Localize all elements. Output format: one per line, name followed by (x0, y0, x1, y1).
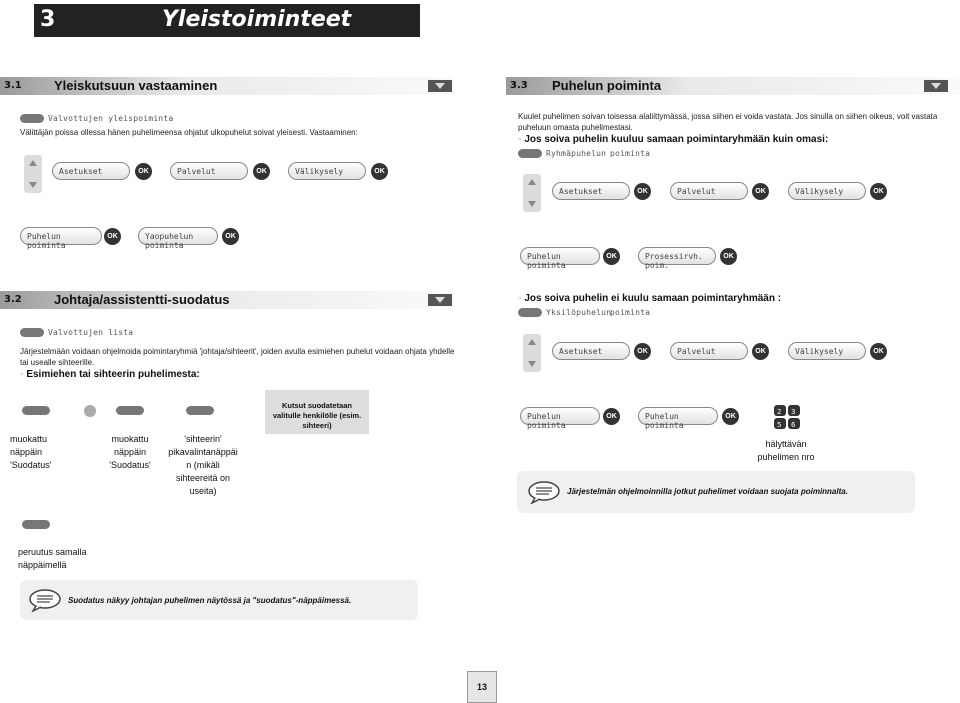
note-text: Järjestelmän ohjelmoinnilla jotkut puhelimet voidaan suojata poiminnalta. (567, 487, 848, 496)
separator-dot-icon (84, 405, 96, 417)
softkey-puhelun-poiminta[interactable]: Puhelun poiminta (520, 407, 600, 425)
section-text: Kuulet puhelimen soivan toisessa alaliittymässä, jossa siihen ei voida vastata. Jos sinulla on siihen oikeus, voit vastata puheluun omasta puhelimestasi. (518, 112, 938, 132)
suodatus-key[interactable] (22, 406, 50, 415)
ok-button[interactable]: OK (135, 163, 152, 180)
caption-dial: hälyttävän puhelimen nro (757, 439, 815, 462)
ok-button[interactable]: OK (720, 248, 737, 265)
softkey-puhelun-poiminta[interactable]: Puhelun poiminta (638, 407, 718, 425)
chapter-number: 3 (40, 7, 56, 32)
section-title: Yleiskutsuun vastaaminen (54, 78, 218, 93)
lcd-label: poiminta (610, 149, 651, 158)
caption-4: peruutus samalla näppäimellä (18, 547, 87, 570)
softkey-palvelut[interactable]: Palvelut (670, 182, 748, 200)
result-box (265, 390, 369, 434)
softkey-valikysely[interactable]: Välikysely (788, 342, 866, 360)
caption-3: 'sihteerin' pikavalintanäppäi n (mikäli sihteereitä on useita) (168, 434, 238, 496)
note-panel (20, 580, 418, 620)
chevron-down-icon[interactable] (428, 294, 452, 306)
chapter-title: Yleistoiminteet (162, 7, 352, 32)
section-number: 3.2 (4, 294, 22, 305)
chevron-down-icon[interactable] (428, 80, 452, 92)
navigator-key[interactable] (523, 334, 541, 372)
section-text: Järjestelmään voidaan ohjelmoida poimintaryhmiä 'johtaja/sihteerit', joiden avulla esimiehen puhelut voidaan ohjata yhdelle tai usealle sihteerille. (20, 347, 455, 367)
svg-text:3: 3 (791, 408, 796, 416)
softkey-palvelut[interactable]: Palvelut (670, 342, 748, 360)
suodatus-key[interactable] (22, 520, 50, 529)
info-bubble-icon (28, 588, 62, 612)
svg-text:6: 6 (791, 421, 796, 429)
section-number: 3.1 (4, 80, 22, 91)
lcd-label: poiminta (610, 308, 651, 317)
ok-button[interactable]: OK (634, 343, 651, 360)
softkey-palvelut[interactable]: Palvelut (170, 162, 248, 180)
section-3-3-header (506, 77, 960, 95)
ok-button[interactable]: OK (603, 248, 620, 265)
softkey-valikysely[interactable]: Välikysely (788, 182, 866, 200)
softkey-puhelun-poiminta[interactable]: Puhelun poiminta (20, 227, 102, 245)
ok-button[interactable]: OK (752, 183, 769, 200)
key-icon (20, 328, 44, 337)
chevron-down-icon[interactable] (924, 80, 948, 92)
note-panel (517, 471, 915, 513)
procedure-heading: ◦ Jos soiva puhelin kuuluu samaan poimintaryhmään kuin omasi: (518, 134, 828, 145)
softkey-yaopuhelun-poiminta[interactable]: Yaopuhelun poiminta (138, 227, 218, 245)
info-bubble-icon (527, 480, 561, 504)
section-title: Puhelun poiminta (552, 78, 662, 93)
navigator-key[interactable] (24, 155, 42, 193)
procedure-heading: ◦ Jos soiva puhelin ei kuulu samaan poimintaryhmään : (518, 293, 781, 304)
section-title: Johtaja/assistentti-suodatus (54, 292, 230, 307)
svg-text:2: 2 (777, 408, 782, 416)
softkey-puhelun-poiminta[interactable]: Puhelun poiminta (520, 247, 600, 265)
suodatus-key[interactable] (116, 406, 144, 415)
ok-button[interactable]: OK (634, 183, 651, 200)
chapter-header (34, 4, 420, 37)
lcd-label: Ryhmäpuhelun (546, 149, 607, 158)
lcd-label: Valvottujen lista (48, 328, 134, 337)
section-3-1-header (0, 77, 454, 95)
ok-button[interactable]: OK (752, 343, 769, 360)
lcd-label: Yksilöpuhelun (546, 308, 612, 317)
procedure-heading: ◦ Esimiehen tai sihteerin puhelimesta: (20, 369, 200, 380)
lcd-label: Valvottujen yleispoiminta (48, 114, 174, 123)
ok-button[interactable]: OK (603, 408, 620, 425)
page-number: 13 (476, 682, 487, 692)
caption-2: muokattu näppäin 'Suodatus' (109, 434, 151, 470)
ok-button[interactable]: OK (870, 343, 887, 360)
navigator-key[interactable] (523, 174, 541, 212)
page-number-box (467, 671, 497, 703)
key-icon (518, 149, 542, 158)
speed-dial-key[interactable] (186, 406, 214, 415)
svg-text:5: 5 (777, 421, 782, 429)
caption-1: muokattu näppäin 'Suodatus' (10, 434, 52, 470)
softkey-asetukset[interactable]: Asetukset (552, 342, 630, 360)
ok-button[interactable]: OK (371, 163, 388, 180)
softkey-asetukset[interactable]: Asetukset (552, 182, 630, 200)
ok-button[interactable]: OK (870, 183, 887, 200)
ok-button[interactable]: OK (222, 228, 239, 245)
softkey-asetukset[interactable]: Asetukset (52, 162, 130, 180)
key-icon (20, 114, 44, 123)
section-number: 3.3 (510, 80, 528, 91)
softkey-prosessiryhman-poiminta[interactable]: Prosessirvh. poim. (638, 247, 716, 265)
key-icon (518, 308, 542, 317)
section-3-2-header (0, 291, 454, 309)
section-text: Välittäjän poissa ollessa hänen puhelimeensa ohjatut ulkopuhelut soivat yleisesti. Vastaaminen: (20, 128, 358, 137)
ok-button[interactable]: OK (722, 408, 739, 425)
dial-pad-icon (772, 403, 802, 431)
note-text: Suodatus näkyy johtajan puhelimen näytössä ja "suodatus"-näppäimessä. (68, 596, 352, 605)
softkey-valikysely[interactable]: Välikysely (288, 162, 366, 180)
result-text: Kutsut suodatetaan valitulle henkilölle (esim. sihteeri) (272, 401, 362, 430)
ok-button[interactable]: OK (104, 228, 121, 245)
ok-button[interactable]: OK (253, 163, 270, 180)
